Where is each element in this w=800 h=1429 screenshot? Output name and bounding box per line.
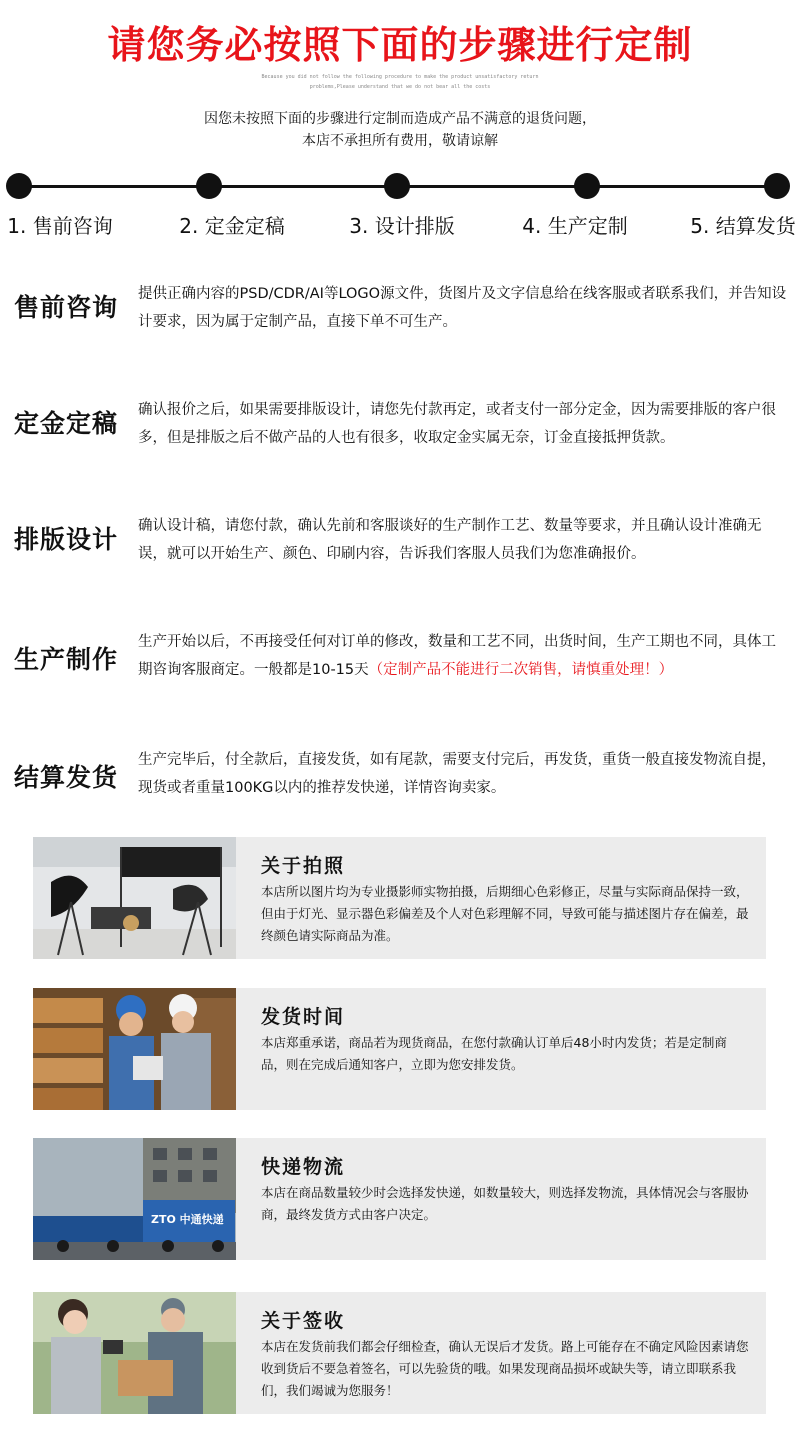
- timeline-dot-3: [384, 173, 410, 199]
- info-card-logistics: [33, 1138, 766, 1260]
- card-text: 本店所以图片均为专业摄影师实物拍摄，后期细心色彩修正，尽量与实际商品保持一致，但由于灯光、显示器色彩偏差及个人对色彩理解不同，导致可能与描述图片存在偏差，最终颜色请实际商品为准。: [261, 884, 749, 943]
- card-text: 本店在商品数量较少时会选择发快递，如数量较大，则选择发物流，具体情况会与客服协商，最终发货方式由客户决定。: [261, 1185, 749, 1222]
- section-body-text: 确认设计稿，请您付款，确认先前和客服谈好的生产制作工艺、数量等要求，并且确认设计准确无误，就可以开始生产、颜色、印刷内容，告诉我们客服人员我们为您准确报价。: [138, 518, 762, 562]
- timeline-step-2: 2. 定金定稿: [179, 214, 285, 238]
- warning-notice: [0, 108, 800, 152]
- section-body-text: 生产开始以后，不再接受任何对订单的修改，数量和工艺不同，出货时间，生产工期也不同，具体工期咨询客服商定。一般都是10-15天: [138, 634, 776, 678]
- section-heading: 定金定稿: [14, 409, 119, 438]
- photo-studio-image: [33, 837, 236, 959]
- timeline-step-1: 1. 售前咨询: [7, 214, 113, 238]
- package-signing-image: [33, 1292, 236, 1414]
- process-timeline: [0, 170, 800, 240]
- section-text: [138, 628, 790, 684]
- delivery-trucks-image: [33, 1138, 236, 1260]
- section-body-text: 生产完毕后，付全款后，直接发货，如有尾款，需要支付完后，再发货，重货一般直接发物流自提，现货或者重量100KG以内的推荐发快递，详情咨询卖家。: [138, 752, 776, 796]
- section-text: [138, 746, 790, 802]
- section-heading: 售前咨询: [14, 293, 119, 322]
- card-title: 关于拍照: [261, 855, 346, 877]
- section-body-text: 确认报价之后，如果需要排版设计，请您先付款再定，或者支付一部分定金，因为需要排版的客户很多，但是排版之后不做产品的人也有很多，收取定金实属无奈，订金直接抵押货款。: [138, 402, 776, 446]
- english-note: Because you did not follow the following procedure to make the product unsatisfactory return problems,Please understand that we do not bear all the costs: [261, 74, 539, 90]
- timeline-dot-1: [6, 173, 32, 199]
- timeline-step-4: 4. 生产定制: [522, 214, 628, 238]
- timeline-dot-2: [196, 173, 222, 199]
- section-heading: 生产制作: [14, 645, 119, 674]
- info-card-photo: [33, 837, 766, 959]
- timeline-dot-4: [574, 173, 600, 199]
- section-text: [138, 280, 790, 336]
- section-heading: 结算发货: [14, 763, 119, 792]
- card-title: 快递物流: [261, 1156, 346, 1178]
- timeline-step-5: 5. 结算发货: [690, 214, 796, 238]
- card-title: 发货时间: [261, 1006, 346, 1028]
- timeline-step-3: 3. 设计排版: [349, 214, 455, 238]
- warning-line-2: 本店不承担所有费用，敬请谅解: [302, 133, 498, 149]
- section-body-text: 提供正确内容的PSD/CDR/AI等LOGO源文件，货图片及文字信息给在线客服或者联系我们，并告知设计要求，因为属于定制产品，直接下单不可生产。: [138, 286, 787, 330]
- truck-logo: ZTO 中通快递: [151, 1213, 224, 1226]
- section-heading: 排版设计: [14, 525, 119, 554]
- section-text: [138, 396, 790, 452]
- warehouse-workers-image: [33, 988, 236, 1110]
- info-card-signing: [33, 1292, 766, 1414]
- info-card-delivery-time: [33, 988, 766, 1110]
- warning-highlight: （定制产品不能进行二次销售，请慎重处理！）: [368, 662, 674, 678]
- card-text: 本店郑重承诺，商品若为现货商品，在您付款确认订单后48小时内发货；若是定制商品，则在完成后通知客户，立即为您安排发货。: [261, 1035, 727, 1072]
- page-title: 请您务必按照下面的步骤进行定制: [107, 23, 693, 67]
- warning-line-1: 因您未按照下面的步骤进行定制而造成产品不满意的退货问题，: [204, 111, 596, 127]
- card-text: 本店在发货前我们都会仔细检查，确认无误后才发货。路上可能存在不确定风险因素请您收到货后不要急着签名，可以先验货的哦。如果发现商品损坏或缺失等，请立即联系我们，我们竭诚为您服务！: [261, 1339, 749, 1398]
- section-text: [138, 512, 790, 568]
- card-title: 关于签收: [261, 1310, 346, 1332]
- timeline-dot-5: [764, 173, 790, 199]
